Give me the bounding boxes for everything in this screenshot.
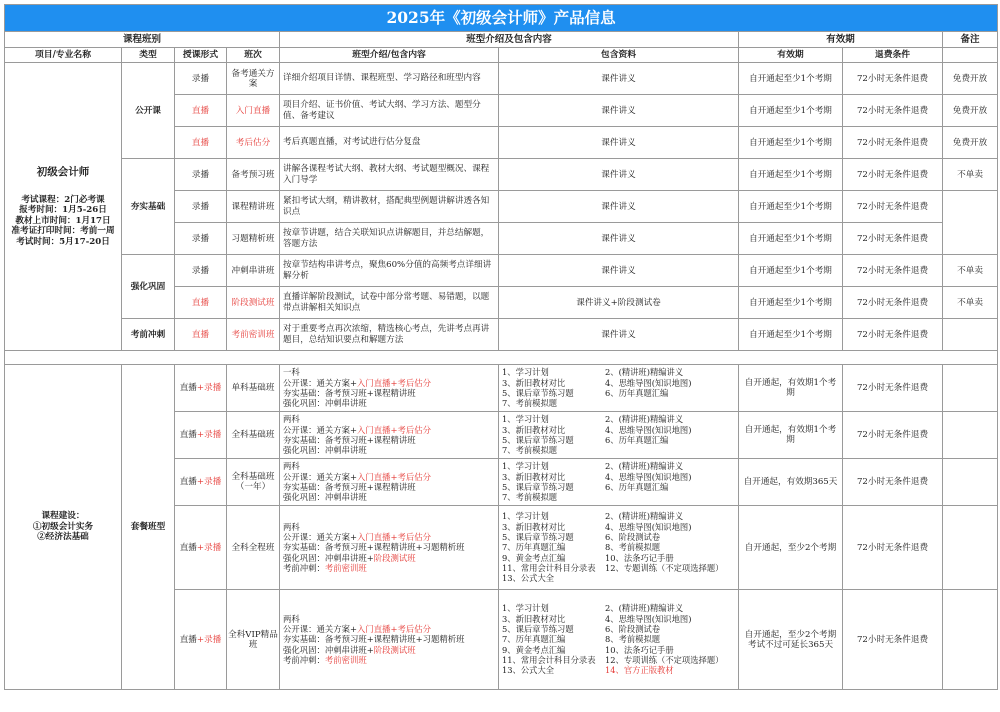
material-item: 5、课后章节练习题: [502, 435, 574, 445]
material-item: 1、学习计划: [502, 511, 549, 522]
materials: 课件讲义: [499, 255, 739, 287]
materials: [499, 365, 739, 412]
material-item: 4、思维导图(知识地图): [605, 424, 692, 435]
class-name: 习题精析班: [227, 223, 280, 255]
remark: 不单卖: [943, 287, 998, 319]
class-name: 全科VIP精品班: [227, 590, 280, 690]
material-item: 10、法条巧记手册: [605, 644, 674, 655]
intro-line-seg: 强化巩固：冲刺串讲班+: [283, 552, 374, 563]
class-name: 备考通关方案: [227, 63, 280, 95]
exam-info-line: 报考时间：1月5-26日: [19, 205, 107, 216]
intro-line-seg: 考前冲刺：: [283, 562, 325, 573]
material-item: 12、专题训练（不定项选择题）: [605, 562, 724, 573]
material-item: 10、法条巧记手册: [605, 552, 674, 563]
validity: 自开通起，至少2个考期: [739, 506, 843, 590]
material-item: 6、阶段测试卷: [605, 624, 661, 635]
remark: [943, 191, 998, 255]
material-item: 6、历年真题汇编: [605, 482, 669, 492]
material-line: [502, 388, 738, 398]
intro-line: [283, 435, 495, 445]
material-item: 1、学习计划: [502, 461, 549, 472]
material-item: 5、课后章节练习题: [502, 532, 574, 543]
intro-line-seg: 入门直播+考后估分: [357, 624, 432, 635]
intro-line-seg: 两科: [283, 461, 300, 472]
material-item: 3、新旧教材对比: [502, 521, 566, 532]
intro-line-seg: 阶段测试班: [373, 552, 416, 563]
course-build-line: ②经济法基础: [37, 532, 89, 543]
material-item: 3、新旧教材对比: [502, 424, 566, 435]
header-type: 类型: [122, 48, 175, 63]
material-item: 9、黄金考点汇编: [502, 644, 566, 655]
material-item: 2、(精讲班)精编讲义: [605, 414, 684, 425]
material-line: [502, 655, 738, 665]
course-type: 强化巩固: [122, 255, 175, 319]
material-item: 7、考前模拟题: [502, 445, 558, 456]
remark: [943, 590, 998, 690]
teaching-mode: 录播: [175, 223, 227, 255]
material-item: 1、学习计划: [502, 414, 549, 425]
intro-line-seg: 入门直播+考后估分: [357, 424, 432, 435]
material-item: 1、学习计划: [502, 603, 549, 614]
material-item: 4、思维导图(知识地图): [605, 521, 692, 532]
teaching-mode: 录播: [175, 159, 227, 191]
intro-line: [283, 482, 495, 492]
refund-policy: 72小时无条件退费: [843, 223, 943, 255]
intro-line-seg: 公开课：通关方案+: [283, 377, 358, 388]
material-item: 2、(精讲班)精编讲义: [605, 367, 684, 378]
intro-line: [283, 445, 495, 455]
materials: 课件讲义: [499, 319, 739, 351]
material-line: [502, 532, 738, 542]
material-item: 3、新旧教材对比: [502, 377, 566, 388]
materials: 课件讲义: [499, 63, 739, 95]
intro-line-seg: 考前密训班: [324, 562, 367, 573]
intro-line-seg: 夯实基础：备考预习班+课程精讲班: [283, 388, 416, 398]
validity: 自开通起至少1个考期: [739, 319, 843, 351]
class-name: 冲刺串讲班: [227, 255, 280, 287]
refund-policy: 72小时无条件退费: [843, 63, 943, 95]
intro-line: [283, 388, 495, 398]
intro-line-seg: 公开课：通关方案+: [283, 624, 358, 635]
materials: 课件讲义: [499, 95, 739, 127]
validity: 自开通起至少1个考期: [739, 255, 843, 287]
course-build-line: ①初级会计实务: [32, 521, 94, 532]
materials: 课件讲义: [499, 127, 739, 159]
package-course-rows: [5, 365, 998, 690]
teaching-mode: 录播: [175, 63, 227, 95]
material-line: [502, 645, 738, 655]
validity: 自开通起，有效期1个考期: [739, 412, 843, 459]
intro-line: [283, 472, 495, 482]
table-row: [5, 159, 998, 191]
material-item: 6、历年真题汇编: [605, 388, 669, 398]
mode-recorded: 录播: [204, 383, 222, 393]
intro-line: [283, 645, 495, 655]
mode-plus: +: [196, 477, 205, 487]
class-name: 课程精讲班: [227, 191, 280, 223]
class-intro: [280, 459, 499, 506]
remark: [943, 319, 998, 351]
table-row: [5, 255, 998, 287]
header-remark-sub: [943, 48, 998, 63]
teaching-mode: 直播: [175, 287, 227, 319]
material-item: 5、课后章节练习题: [502, 388, 574, 398]
material-item: 7、历年真题汇编: [502, 542, 566, 553]
materials: [499, 590, 739, 690]
package-project-cell: [5, 365, 122, 690]
class-intro: 紧扣考试大纲，精讲教材，搭配典型例题讲解讲透各知识点: [280, 191, 499, 223]
material-line: [502, 614, 738, 624]
exam-info-line: 准考证打印时间：考前一周: [11, 226, 115, 237]
mode-plus: +: [196, 383, 205, 393]
mode-plus: +: [196, 430, 205, 440]
header-materials: 包含资料: [499, 48, 739, 63]
refund-policy: 72小时无条件退费: [843, 590, 943, 690]
intro-line-seg: 强化巩固：冲刺串讲班+: [283, 644, 374, 655]
intro-line: [283, 425, 495, 435]
mode-live: 直播: [179, 542, 197, 553]
validity: 自开通起，至少2个考期 考试不过可延长365天: [739, 590, 843, 690]
single-course-rows: [5, 63, 998, 351]
intro-line: [283, 634, 495, 644]
class-intro: [280, 506, 499, 590]
validity: 自开通起至少1个考期: [739, 287, 843, 319]
intro-line-seg: 两科: [283, 521, 300, 532]
intro-line-seg: 公开课：通关方案+: [283, 532, 358, 543]
table-row: [5, 63, 998, 95]
validity: 自开通起至少1个考期: [739, 159, 843, 191]
teaching-mode: 直播: [175, 127, 227, 159]
material-item: 12、专项训练（不定项选择题）: [605, 654, 724, 665]
intro-line-seg: 夯实基础：备考预习班+课程精讲班: [283, 482, 416, 492]
header-class: 班次: [227, 48, 280, 63]
material-item: 5、课后章节练习题: [502, 624, 574, 635]
refund-policy: 72小时无条件退费: [843, 459, 943, 506]
material-item: 11、常用会计科目分录表: [502, 654, 596, 665]
material-line: [502, 573, 738, 583]
material-line: [502, 563, 738, 573]
material-line: [502, 482, 738, 492]
remark: [943, 365, 998, 412]
material-line: [502, 522, 738, 532]
course-type: 考前冲刺: [122, 319, 175, 351]
material-item: 2、(精讲班)精编讲义: [605, 461, 684, 472]
refund-policy: 72小时无条件退费: [843, 159, 943, 191]
materials: [499, 412, 739, 459]
teaching-mode: [175, 459, 227, 506]
material-item: 11、常用会计科目分录表: [502, 562, 596, 573]
material-line: [502, 414, 738, 424]
intro-line: [283, 461, 495, 471]
intro-line: [283, 378, 495, 388]
validity: 自开通起至少1个考期: [739, 223, 843, 255]
refund-policy: 72小时无条件退费: [843, 191, 943, 223]
validity: 自开通起至少1个考期: [739, 95, 843, 127]
intro-line-seg: 入门直播+考后估分: [357, 532, 432, 543]
mode-live: 直播: [179, 430, 197, 440]
intro-line-seg: 考前密训班: [324, 654, 367, 665]
mode-live: 直播: [179, 477, 197, 487]
validity: 自开通起至少1个考期: [739, 63, 843, 95]
intro-line: [283, 522, 495, 532]
refund-policy: 72小时无条件退费: [843, 506, 943, 590]
mode-plus: +: [196, 634, 205, 645]
material-line: [502, 665, 738, 675]
header-class-intro: 班型介绍/包含内容: [280, 48, 499, 63]
package-type: 套餐班型: [122, 365, 175, 690]
material-item: 5、课后章节练习题: [502, 482, 574, 492]
material-item: 14、官方正版教材: [605, 665, 674, 676]
remark: [943, 506, 998, 590]
package-row: [5, 365, 998, 412]
validity: 自开通起，有效期365天: [739, 459, 843, 506]
material-item: 8、考前模拟题: [605, 542, 661, 553]
refund-policy: 72小时无条件退费: [843, 412, 943, 459]
material-line: [502, 445, 738, 455]
class-intro: [280, 590, 499, 690]
material-line: [502, 603, 738, 613]
teaching-mode: 直播: [175, 319, 227, 351]
refund-policy: 72小时无条件退费: [843, 287, 943, 319]
mode-recorded: 录播: [204, 477, 222, 487]
header-validity-sub: 有效期: [739, 48, 843, 63]
refund-policy: 72小时无条件退费: [843, 255, 943, 287]
material-item: 7、考前模拟题: [502, 492, 558, 503]
class-name: 全科基础班: [227, 412, 280, 459]
intro-line-seg: 一科: [283, 367, 300, 378]
teaching-mode: 录播: [175, 255, 227, 287]
material-line: [502, 425, 738, 435]
mode-recorded: 录播: [204, 430, 222, 440]
material-item: 6、阶段测试卷: [605, 532, 661, 543]
material-item: 13、公式大全: [502, 665, 555, 676]
material-line: [502, 542, 738, 552]
validity: 自开通起至少1个考期: [739, 127, 843, 159]
intro-line: [283, 614, 495, 624]
intro-line: [283, 655, 495, 665]
class-intro: 详细介绍项目详情、课程班型、学习路径和班型内容: [280, 63, 499, 95]
header-validity: 有效期: [739, 32, 943, 48]
intro-line-seg: 夯实基础：备考预习班+课程精讲班+习题精析班: [283, 542, 465, 553]
intro-line: [283, 414, 495, 424]
material-line: [502, 472, 738, 482]
class-name: 阶段测试班: [227, 287, 280, 319]
refund-policy: 72小时无条件退费: [843, 127, 943, 159]
intro-line-seg: 阶段测试班: [373, 644, 416, 655]
material-line: [502, 553, 738, 563]
mode-live: 直播: [179, 383, 197, 393]
material-line: [502, 435, 738, 445]
material-item: 9、黄金考点汇编: [502, 552, 566, 563]
class-name: 考前密训班: [227, 319, 280, 351]
intro-line-seg: 强化巩固：冲刺串讲班: [283, 398, 367, 409]
remark: 免费开放: [943, 63, 998, 95]
teaching-mode: [175, 506, 227, 590]
intro-line-seg: 强化巩固：冲刺串讲班: [283, 492, 367, 503]
remark: 免费开放: [943, 127, 998, 159]
teaching-mode: 录播: [175, 191, 227, 223]
material-line: [502, 398, 738, 408]
material-item: 7、考前模拟题: [502, 398, 558, 409]
materials: 课件讲义: [499, 191, 739, 223]
remark: 不单卖: [943, 255, 998, 287]
mode-plus: +: [196, 542, 205, 553]
header-mode: 授课形式: [175, 48, 227, 63]
class-intro: 对于重要考点再次浓缩，精选核心考点，先讲考点再讲题目，总结知识要点和解题方法: [280, 319, 499, 351]
material-item: 7、历年真题汇编: [502, 634, 566, 645]
class-intro: 按章节结构串讲考点，聚焦60%分值的高频考点详细讲解分析: [280, 255, 499, 287]
mode-live: 直播: [179, 634, 197, 645]
exam-info-line: 教材上市时间：1月17日: [15, 215, 111, 226]
material-item: 13、公式大全: [502, 573, 555, 584]
class-name: 全科基础班 （一年）: [227, 459, 280, 506]
intro-line: [283, 532, 495, 542]
project-cell: [5, 63, 122, 351]
class-intro: [280, 412, 499, 459]
intro-line-seg: 入门直播+考后估分: [357, 471, 432, 482]
intro-line-seg: 夯实基础：备考预习班+课程精讲班+习题精析班: [283, 634, 465, 645]
material-item: 2、(精讲班)精编讲义: [605, 511, 684, 522]
class-intro: 直播详解阶段测试，试卷中部分常考题、易错题，以题带点讲解相关知识点: [280, 287, 499, 319]
material-item: 6、历年真题汇编: [605, 435, 669, 445]
remark: [943, 459, 998, 506]
material-item: 3、新旧教材对比: [502, 471, 566, 482]
materials: 课件讲义+阶段测试卷: [499, 287, 739, 319]
teaching-mode: 直播: [175, 95, 227, 127]
class-name: 全科全程班: [227, 506, 280, 590]
class-name: 备考预习班: [227, 159, 280, 191]
material-item: 1、学习计划: [502, 367, 549, 378]
intro-line: [283, 492, 495, 502]
validity: 自开通起至少1个考期: [739, 191, 843, 223]
header-remark: 备注: [943, 32, 998, 48]
class-name: 入门直播: [227, 95, 280, 127]
validity: 自开通起，有效期1个考期: [739, 365, 843, 412]
section-gap: [5, 351, 998, 365]
intro-line-seg: 两科: [283, 414, 300, 425]
header-course-class: 课程班别: [5, 32, 280, 48]
material-item: 4、思维导图(知识地图): [605, 471, 692, 482]
course-build-line: 课程建设：: [41, 511, 85, 522]
material-item: 4、思维导图(知识地图): [605, 613, 692, 624]
teaching-mode: [175, 365, 227, 412]
intro-line-seg: 公开课：通关方案+: [283, 471, 358, 482]
intro-line: [283, 563, 495, 573]
course-type: 公开课: [122, 63, 175, 159]
header-project: 项目/专业名称: [5, 48, 122, 63]
intro-line-seg: 入门直播+考后估分: [357, 377, 432, 388]
material-line: [502, 624, 738, 634]
exam-info-line: 考试课程：2门必考课: [21, 194, 105, 205]
material-line: [502, 634, 738, 644]
intro-line-seg: 强化巩固：冲刺串讲班: [283, 445, 367, 456]
mode-recorded: 录播: [204, 542, 222, 553]
materials: 课件讲义: [499, 223, 739, 255]
material-item: 4、思维导图(知识地图): [605, 377, 692, 388]
teaching-mode: [175, 590, 227, 690]
materials: [499, 506, 739, 590]
materials: [499, 459, 739, 506]
table-row: [5, 319, 998, 351]
teaching-mode: [175, 412, 227, 459]
refund-policy: 72小时无条件退费: [843, 365, 943, 412]
intro-line: [283, 367, 495, 377]
intro-line-seg: 考前冲刺：: [283, 654, 325, 665]
class-name: 考后估分: [227, 127, 280, 159]
refund-policy: 72小时无条件退费: [843, 95, 943, 127]
class-intro: 按章节讲题，结合关联知识点讲解题目，并总结解题，答题方法: [280, 223, 499, 255]
intro-line: [283, 398, 495, 408]
intro-line: [283, 542, 495, 552]
remark: 不单卖: [943, 159, 998, 191]
intro-line-seg: 两科: [283, 613, 300, 624]
intro-line: [283, 553, 495, 563]
class-intro: [280, 365, 499, 412]
material-item: 8、考前模拟题: [605, 634, 661, 645]
materials: 课件讲义: [499, 159, 739, 191]
material-item: 3、新旧教材对比: [502, 613, 566, 624]
exam-info-line: 考试时间：5月17-20日: [16, 236, 110, 247]
material-line: [502, 492, 738, 502]
refund-policy: 72小时无条件退费: [843, 319, 943, 351]
class-intro: 考后真题直播，对考试进行估分复盘: [280, 127, 499, 159]
mode-recorded: 录播: [204, 634, 222, 645]
header-refund: 退费条件: [843, 48, 943, 63]
project-name: 初级会计师: [36, 165, 90, 178]
material-line: [502, 367, 738, 377]
intro-line: [283, 624, 495, 634]
material-item: 2、(精讲班)精编讲义: [605, 603, 684, 614]
header-intro-content: 班型介绍及包含内容: [280, 32, 739, 48]
material-line: [502, 461, 738, 471]
class-name: 单科基础班: [227, 365, 280, 412]
course-type: 夯实基础: [122, 159, 175, 255]
material-line: [502, 378, 738, 388]
intro-line-seg: 公开课：通关方案+: [283, 424, 358, 435]
class-intro: 讲解各课程考试大纲、教材大纲、考试题型概况、课程入门导学: [280, 159, 499, 191]
intro-line-seg: 夯实基础：备考预习班+课程精讲班: [283, 435, 416, 445]
page-title: 2025年《初级会计师》产品信息: [5, 5, 998, 32]
product-table: [4, 4, 998, 690]
class-intro: 项目介绍、证书价值、考试大纲、学习方法、题型分值、备考建议: [280, 95, 499, 127]
material-line: [502, 511, 738, 521]
remark: 免费开放: [943, 95, 998, 127]
remark: [943, 412, 998, 459]
